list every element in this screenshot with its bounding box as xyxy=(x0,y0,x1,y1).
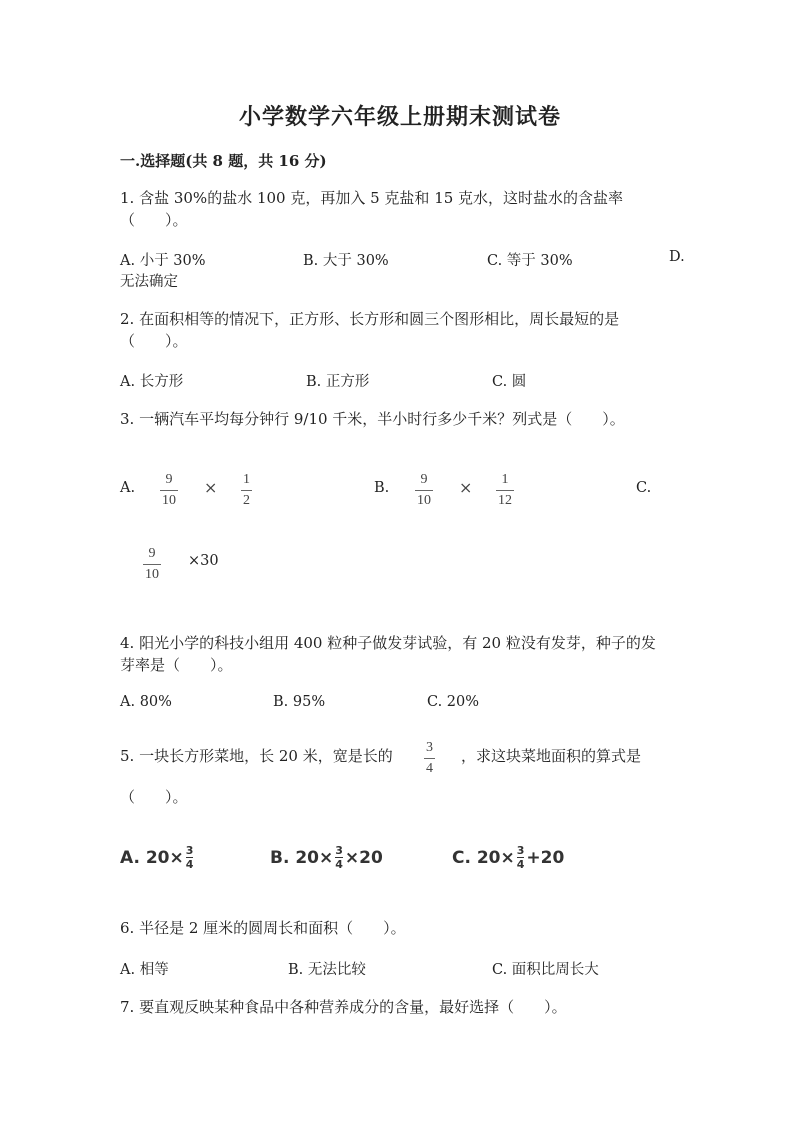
question-5-line-1: 5. 一块长方形菜地，长 20 米，宽是长的 xyxy=(120,747,393,765)
question-3-option-c-label: C. xyxy=(636,480,652,496)
question-6-option-c: C. 面积比周长大 xyxy=(492,962,599,978)
option-b-suffix: ×20 xyxy=(344,847,383,868)
question-4-line-1: 4. 阳光小学的科技小组用 400 粒种子做发芽试验，有 20 粒没有发芽，种子的发 xyxy=(120,634,656,652)
section-heading: 一.选择题(共 8 题，共 16 分) xyxy=(120,152,327,170)
question-5-fraction xyxy=(424,740,435,777)
fraction-denominator: 10 xyxy=(145,567,159,582)
question-3-option-a-fraction-1 xyxy=(160,472,178,509)
question-2-option-c: C. 圆 xyxy=(492,374,527,390)
question-1-option-d-label: D. xyxy=(669,249,685,265)
fraction-denominator: 4 xyxy=(426,761,433,776)
fraction-numerator: 9 xyxy=(165,472,173,487)
fraction-numerator: 3 xyxy=(516,844,525,857)
fraction-denominator: 10 xyxy=(417,493,431,508)
fraction-denominator: 12 xyxy=(498,493,512,508)
fraction-numerator: 1 xyxy=(501,472,509,487)
question-5-option-c xyxy=(452,845,564,870)
fraction-denominator: 4 xyxy=(185,858,194,871)
question-4-option-c: C. 20% xyxy=(427,694,480,710)
question-3-option-b-label: B. xyxy=(374,480,390,496)
fraction-numerator: 3 xyxy=(426,740,433,755)
question-2-option-a: A. 长方形 xyxy=(120,374,184,390)
fraction-denominator: 4 xyxy=(335,858,343,871)
question-3-option-c-tail: ×30 xyxy=(188,553,219,569)
question-4-option-a: A. 80% xyxy=(120,694,172,710)
times-sign: × xyxy=(459,478,473,497)
question-2-line-1: 2. 在面积相等的情况下，正方形、长方形和圆三个图形相比，周长最短的是 xyxy=(120,310,620,328)
question-3-line-1: 3. 一辆汽车平均每分钟行 9/10 千米，半小时行多少千米？列式是（ ）。 xyxy=(120,410,625,428)
question-3-option-a-fraction-2 xyxy=(241,472,252,509)
fraction-denominator: 4 xyxy=(516,858,525,871)
question-5-line-2: （ ）。 xyxy=(120,788,188,806)
question-1-option-c: C. 等于 30% xyxy=(487,253,573,269)
question-3-option-a-label: A. xyxy=(120,480,136,496)
question-1-line-1: 1. 含盐 30%的盐水 100 克，再加入 5 克盐和 15 克水，这时盐水的含盐率 xyxy=(120,189,624,207)
question-3-option-c-fraction xyxy=(143,546,161,583)
question-3-option-b-fraction-1 xyxy=(415,472,433,509)
question-2-option-b: B. 正方形 xyxy=(306,374,370,390)
question-5-option-a xyxy=(120,845,195,870)
question-4-line-2: 芽率是（ ）。 xyxy=(120,656,233,674)
times-sign: × xyxy=(204,478,218,497)
fraction-denominator: 10 xyxy=(162,493,176,508)
question-1-option-a: A. 小于 30% xyxy=(120,253,206,269)
option-b-prefix: B. 20× xyxy=(270,847,334,868)
fraction-numerator: 3 xyxy=(335,844,343,857)
question-6-option-b: B. 无法比较 xyxy=(288,962,366,978)
question-5-line-1-continued: ，求这块菜地面积的算式是 xyxy=(461,747,642,765)
question-2-line-2: （ ）。 xyxy=(120,332,188,350)
question-4-option-b: B. 95% xyxy=(273,694,326,710)
question-1-line-2: （ ）。 xyxy=(120,211,188,229)
option-a-fraction xyxy=(186,845,194,870)
fraction-numerator: 9 xyxy=(148,546,156,561)
option-a-prefix: A. 20× xyxy=(120,847,184,868)
fraction-numerator: 3 xyxy=(185,844,194,857)
question-3-option-b-fraction-2 xyxy=(496,472,514,509)
option-c-prefix: C. 20× xyxy=(452,847,515,868)
fraction-numerator: 1 xyxy=(243,472,250,487)
question-6-line-1: 6. 半径是 2 厘米的圆周长和面积（ ）。 xyxy=(120,919,406,937)
question-6-option-a: A. 相等 xyxy=(120,962,169,978)
option-c-suffix: +20 xyxy=(526,847,565,868)
fraction-numerator: 9 xyxy=(420,472,428,487)
question-1-option-d-text: 无法确定 xyxy=(120,274,178,290)
question-1-option-b: B. 大于 30% xyxy=(303,253,389,269)
option-b-fraction xyxy=(335,845,343,870)
question-7-line-1: 7. 要直观反映某种食品中各种营养成分的含量，最好选择（ ）。 xyxy=(120,998,567,1016)
page-title: 小学数学六年级上册期末测试卷 xyxy=(238,104,561,130)
option-c-fraction xyxy=(517,845,525,870)
question-5-option-b xyxy=(270,845,383,870)
fraction-denominator: 2 xyxy=(243,493,250,508)
